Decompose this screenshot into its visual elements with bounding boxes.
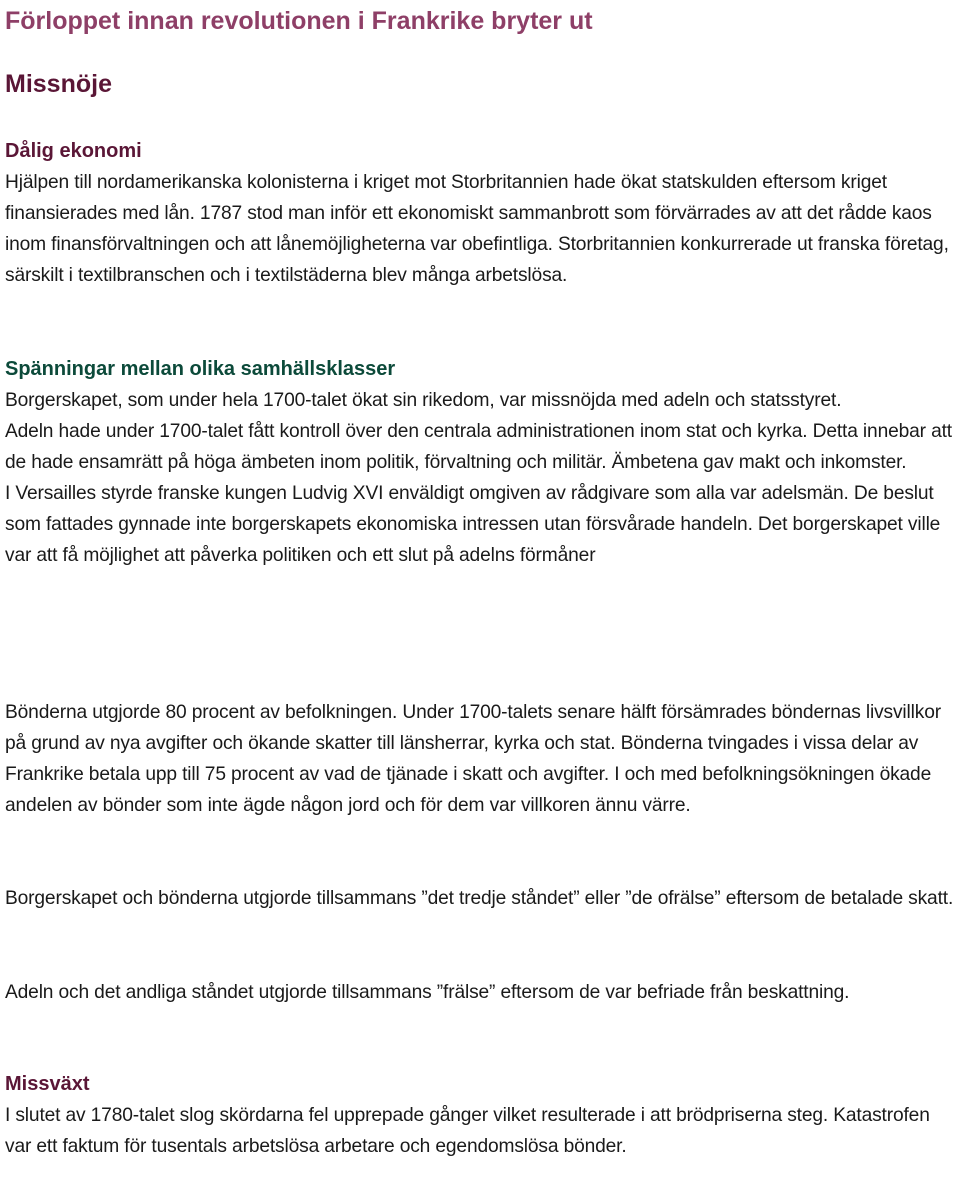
section-heading-missnoje: Missnöje [5,70,112,98]
section-fralse [5,977,960,1008]
document-page [5,0,960,1157]
paragraph-missvaxt: I slutet av 1780-talet slog skördarna fel upprepade gånger vilket resulterade i att brödpriserna steg. Katastrofen var ett faktum för tusentals arbetslösa arbetare och egendomslösa bönder. [5,1105,930,1157]
subheading-missvaxt: Missväxt [5,1073,90,1095]
paragraph-adeln-kontroll: Adeln hade under 1700-talet fått kontroll över den centrala administrationen inom stat och kyrka. Detta innebar att de hade ensamrätt på höga ämbeten inom politik, förvaltning och militär. Ämbetena gav makt och inkomster. [5,421,952,473]
paragraph-fralse: Adeln och det andliga ståndet utgjorde tillsammans ”frälse” eftersom de var befriade från beskattning. [5,982,850,1003]
paragraph-ekonomi: Hjälpen till nordamerikanska kolonisterna i kriget mot Storbritannien hade ökat statskulden eftersom kriget finansierades med lån. 1787 stod man inför ett ekonomiskt sammanbrott som förvärrades av att det rådde kaos inom finansförvaltningen och att lånemöjligheterna var obefintliga. Storbritannien konkurrerade ut franska företag, särskilt i textilbranschen och i textilstäderna blev många arbetslösa. [5,172,949,286]
paragraph-borgerskapet: Borgerskapet, som under hela 1700-talet ökat sin rikedom, var missnöjda med adeln och statsstyret. [5,390,842,411]
paragraph-tredje-standet: Borgerskapet och bönderna utgjorde tillsammans ”det tredje ståndet” eller ”de ofrälse” eftersom de betalade skatt. [5,888,954,909]
section-tredje-standet [5,883,960,914]
section-dalig-ekonomi [5,136,960,291]
document-title: Förloppet innan revolutionen i Frankrike bryter ut [5,7,593,35]
section-bonderna [5,697,960,821]
subheading-dalig-ekonomi: Dålig ekonomi [5,140,142,162]
paragraph-bonderna: Bönderna utgjorde 80 procent av befolkningen. Under 1700-talets senare hälft försämrades böndernas livsvillkor på grund av nya avgifter och ökande skatter till länsherrar, kyrka och stat. Bönderna tvingades i vissa delar av Frankrike betala upp till 75 procent av vad de tjänade i skatt och avgifter. I och med befolkningsökningen ökade andelen av bönder som inte ägde någon jord och för dem var villkoren ännu värre. [5,702,941,816]
paragraph-versailles: I Versailles styrde franske kungen Ludvig XVI enväldigt omgiven av rådgivare som alla var adelsmän. De beslut som fattades gynnade inte borgerskapets ekonomiska intressen utan försvårade handeln. Det borgerskapet ville var att få möjlighet att påverka politiken och ett slut på adelns förmåner [5,483,941,566]
section-missvaxt [5,1069,960,1162]
section-spanningar [5,354,960,571]
subheading-spanningar: Spänningar mellan olika samhällsklasser [5,358,396,380]
